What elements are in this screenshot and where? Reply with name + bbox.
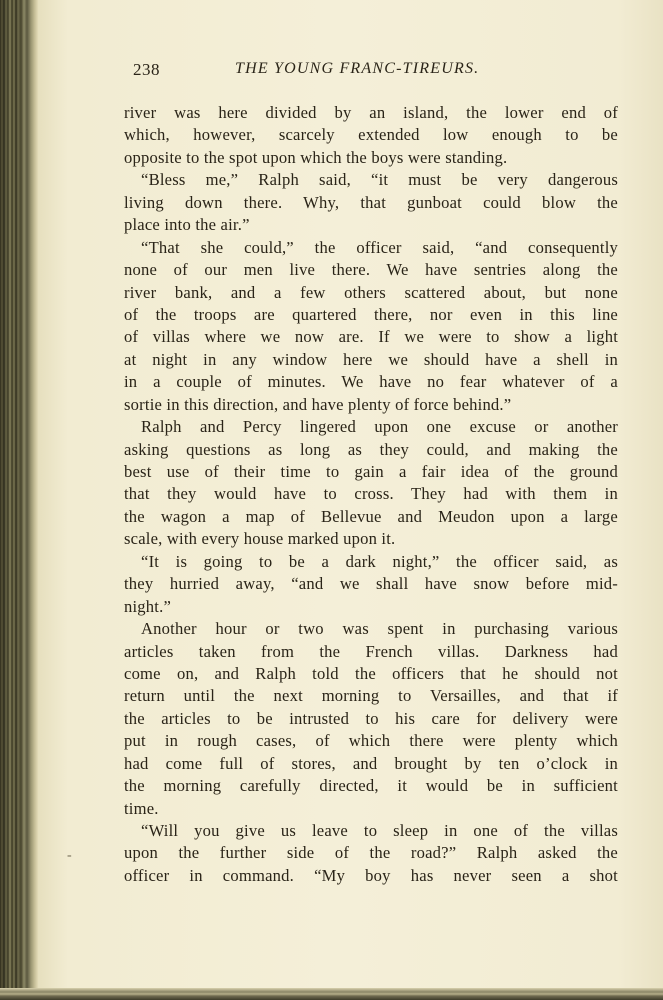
text-line: “That she could,” the officer said, “and consequently: [141, 237, 618, 257]
page-header: [133, 60, 618, 84]
text-line: time.: [124, 798, 159, 818]
text-line: of villas where we now are. If we were to show a light: [124, 327, 618, 347]
text-line: return until the next morning to Versailles, and that if: [124, 686, 618, 706]
text-line: the morning carefully directed, it would be in sufficient: [124, 776, 618, 796]
text-line: river bank, and a few others scattered about, but none: [124, 282, 618, 302]
text-line: the wagon a map of Bellevue and Meudon upon a large: [124, 506, 618, 526]
text-line: night.”: [124, 596, 172, 616]
text-line: at night in any window here we should have a shell in: [124, 349, 618, 369]
page-number: 238: [133, 60, 160, 79]
text-line: living down there. Why, that gunboat could blow the: [124, 192, 618, 212]
text-line: of the troops are quartered there, nor even in this line: [124, 304, 618, 324]
text-line: had come full of stores, and brought by ten o’clock in: [124, 753, 618, 773]
text-line: put in rough cases, of which there were plenty which: [124, 731, 618, 751]
text-line: “Bless me,” Ralph said, “it must be very dangerous: [141, 170, 618, 190]
text-line: articles taken from the French villas. Darkness had: [124, 641, 618, 661]
text-line: best use of their time to gain a fair idea of the ground: [124, 462, 618, 481]
text-line: the articles to be intrusted to his care for delivery were: [124, 708, 618, 728]
text-line: which, however, scarcely extended low enough to be: [124, 125, 618, 145]
text-line: “It is going to be a dark night,” the officer said, as: [141, 551, 618, 571]
text-line: Another hour or two was spent in purchasing various: [141, 619, 618, 639]
text-line: opposite to the spot upon which the boys were standing.: [124, 147, 508, 167]
text-line: come on, and Ralph told the officers that he should not: [124, 663, 618, 683]
margin-mark: -: [67, 848, 72, 863]
body-text: [124, 102, 618, 887]
page-bottom-edge: [0, 988, 663, 1000]
text-line: place into the air.”: [124, 215, 250, 235]
text-line: Ralph and Percy lingered upon one excuse or another: [141, 417, 618, 437]
running-title: THE YOUNG FRANC-TIREURS.: [235, 60, 480, 77]
text-line: sortie in this direction, and have plenty of force behind.”: [124, 394, 512, 414]
text-line: officer in command. “My boy has never seen a shot: [124, 865, 618, 885]
text-line: river was here divided by an island, the lower end of: [124, 103, 618, 122]
text-line: asking questions as long as they could, and making the: [124, 439, 618, 459]
text-line: “Will you give us leave to sleep in one of the villas: [141, 821, 618, 840]
text-line: in a couple of minutes. We have no fear whatever of a: [124, 372, 618, 392]
text-line: scale, with every house marked upon it.: [124, 529, 396, 549]
text-line: that they would have to cross. They had with them in: [124, 484, 618, 504]
text-line: they hurried away, “and we shall have snow before mid-: [124, 574, 618, 594]
text-line: none of our men live there. We have sentries along the: [124, 260, 618, 280]
book-binding-edge: [0, 0, 38, 1000]
text-line: upon the further side of the road?” Ralph asked the: [124, 843, 618, 863]
